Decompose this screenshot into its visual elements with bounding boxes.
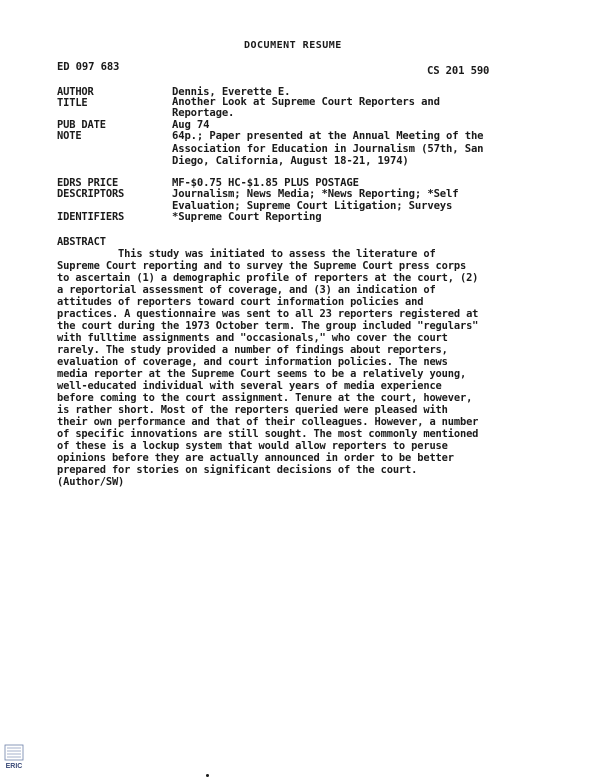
abstract-line: of these is a lockup system that would allow reporters to peruse <box>57 440 448 452</box>
author-value: Dennis, Everette E. <box>172 86 291 98</box>
abstract-line: This study was initiated to assess the literature of <box>57 248 436 260</box>
title-value: Another Look at Supreme Court Reporters and Reportage. <box>172 96 440 119</box>
identifiers-label: IDENTIFIERS <box>57 211 125 223</box>
eric-logo <box>4 744 24 770</box>
abstract-line: of specific innovations are still sought. The most commonly mentioned <box>57 428 479 440</box>
pub-date-value: Aug 74 <box>172 119 210 131</box>
edrs-price-value: MF-$0.75 HC-$1.85 PLUS POSTAGE <box>172 177 359 189</box>
abstract-line: rarely. The study provided a number of findings about reporters, <box>57 344 448 356</box>
abstract-line: prepared for stories on significant decisions of the court. <box>57 464 418 476</box>
abstract-line: their own performance and that of their colleagues. However, a number <box>57 416 479 428</box>
document-resume-header: DOCUMENT RESUME <box>244 40 342 51</box>
abstract-line: to ascertain (1) a demographic profile of reporters at the court, (2) <box>57 272 479 284</box>
abstract-line: opinions before they are actually announced in order to be better <box>57 452 454 464</box>
note-value: 64p.; Paper presented at the Annual Meeting of the Association for Education in Journalism (57th, San Diego, California, August 18-21, 1974) <box>172 130 484 167</box>
author-label: AUTHOR <box>57 86 94 98</box>
descriptors-label: DESCRIPTORS <box>57 188 125 200</box>
abstract-line: media reporter at the Supreme Court seems to be a relatively young, <box>57 368 467 380</box>
stray-dot <box>206 774 209 777</box>
abstract-line: is rather short. Most of the reporters queried were pleased with <box>57 404 448 416</box>
abstract-line: evaluation of coverage, and court information policies. The news <box>57 356 448 368</box>
abstract-line: before coming to the court assignment. Tenure at the court, however, <box>57 392 473 404</box>
edrs-price-label: EDRS PRICE <box>57 177 119 189</box>
abstract-line: well-educated individual with several years of media experience <box>57 380 442 392</box>
abstract-line: (Author/SW) <box>57 476 125 488</box>
cs-number: CS 201 590 <box>427 65 490 77</box>
pub-date-label: PUB DATE <box>57 119 106 131</box>
abstract-label: ABSTRACT <box>57 236 106 248</box>
abstract-line: the court during the 1973 October term. The group included "regulars" <box>57 320 479 332</box>
title-label: TITLE <box>57 97 88 109</box>
note-label: NOTE <box>57 130 82 142</box>
abstract-line: a reportorial assessment of coverage, and (3) an indication of <box>57 284 436 296</box>
descriptors-value: Journalism; News Media; *News Reporting; *Self Evaluation; Supreme Court Litigation; Surveys <box>172 188 459 212</box>
abstract-line: with fulltime assignments and "occasionals," who cover the court <box>57 332 448 344</box>
identifiers-value: *Supreme Court Reporting <box>172 211 322 223</box>
abstract-line: Supreme Court reporting and to survey the Supreme Court press corps <box>57 260 467 272</box>
ed-number: ED 097 683 <box>57 61 120 73</box>
eric-logo-text: ERIC <box>5 763 23 770</box>
abstract-line: practices. A questionnaire was sent to all 23 reporters registered at <box>57 308 479 320</box>
abstract-line: attitudes of reporters toward court information policies and <box>57 296 424 308</box>
